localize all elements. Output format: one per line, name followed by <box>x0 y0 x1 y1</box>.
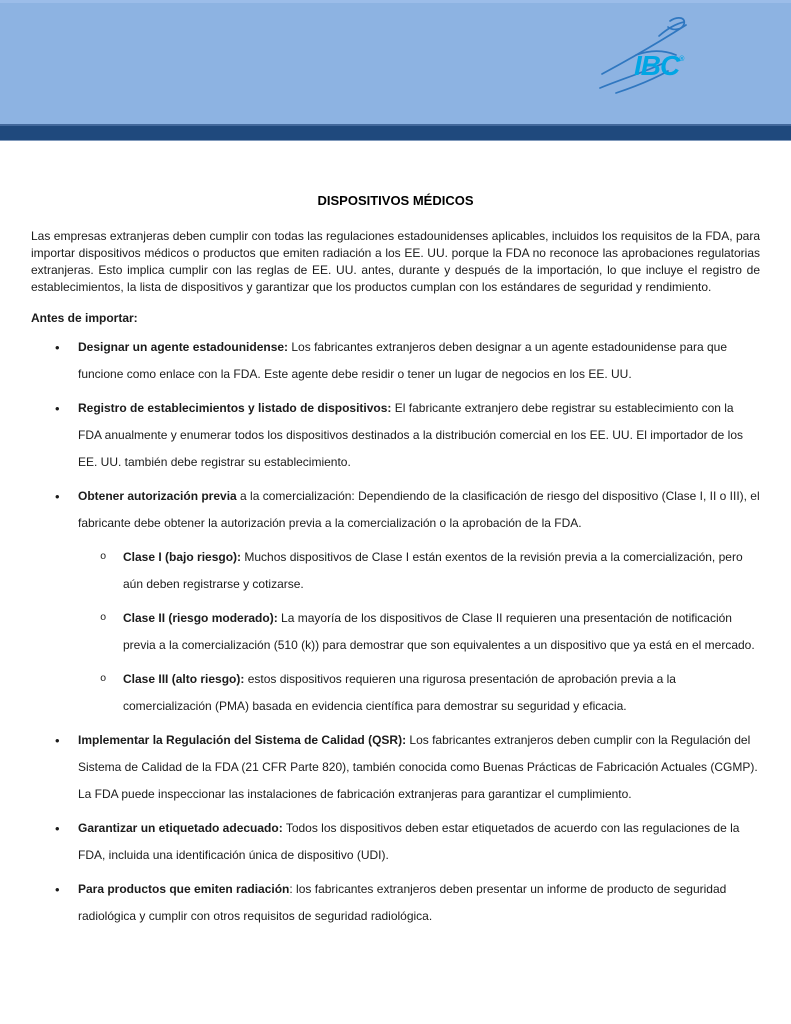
bullet-lead: Clase II (riesgo moderado): <box>123 611 278 625</box>
bullet-item-autorizacion-previa <box>31 483 760 720</box>
bullet-text: Los fabricantes extranjeros deben cumplir con la Regulación del Sistema de Calidad de la FDA (21 CFR Parte 820), también conocida como Buenas Prácticas de Fabricación Actuales (CGMP). La FDA puede inspeccionar las instalaciones de fabricación extranjeras para garantizar el cumplimiento. <box>78 733 758 801</box>
bullet-item-radiacion <box>31 876 760 930</box>
bullet-text: : los fabricantes extranjeros deben presentar un informe de producto de seguridad radiológica y cumplir con otros requisitos de seguridad radiológica. <box>78 882 727 923</box>
bullet-lead: Obtener autorización previa <box>78 489 237 503</box>
bullet-text: estos dispositivos requieren una rigurosa presentación de aprobación previa a la comercialización (PMA) basada en evidencia científica para demostrar su seguridad y eficacia. <box>123 672 676 713</box>
trademark-symbol: ® <box>679 56 685 63</box>
bullet-list <box>31 334 760 930</box>
intro-paragraph: Las empresas extranjeras deben cumplir con todas las regulaciones estadounidenses aplicables, incluidos los requisitos de la FDA, para importar dispositivos médicos o productos que emiten radiación a los EE. UU. porque la FDA no reconoce las aprobaciones regulatorias extranjeras. Esto implica cumplir con las reglas de EE. UU. antes, durante y después de la importación, lo que incluye el registro de establecimientos, la lista de dispositivos y garantizar que los productos cumplan con los estándares de seguridad y rendimiento. <box>31 229 760 294</box>
section-heading: Antes de importar: <box>31 311 138 325</box>
document-body <box>0 193 791 930</box>
bullet-item-designar-agente <box>31 334 760 388</box>
bullet-lead: Designar un agente estadounidense: <box>78 340 289 354</box>
page-title: DISPOSITIVOS MÉDICOS <box>317 193 474 208</box>
bullet-item-qsr <box>31 727 760 808</box>
bullet-text: Los fabricantes extranjeros deben designar a un agente estadounidense para que funcione como enlace con la FDA. Este agente debe residir o tener un lugar de negocios en los EE. UU. <box>78 340 728 381</box>
bullet-item-registro-establecimientos <box>31 395 760 476</box>
ibc-logo <box>596 14 716 106</box>
header-banner <box>0 0 791 124</box>
bullet-text: a la comercialización: Dependiendo de la clasificación de riesgo del dispositivo (Clase I, II o III), el fabricante debe obtener la autorización previa a la comercialización o la aprobación de la FDA. <box>78 489 760 530</box>
bullet-lead: Implementar la Regulación del Sistema de Calidad (QSR): <box>78 733 407 747</box>
navy-divider-rule <box>0 124 791 141</box>
sub-bullet-clase-2 <box>78 605 760 659</box>
bullet-text: La mayoría de los dispositivos de Clase II requieren una presentación de notificación previa a la comercialización (510 (k)) para demostrar que son equivalentes a un dispositivo que ya está en el mercado. <box>123 611 755 652</box>
bullet-text: Todos los dispositivos deben estar etiquetados de acuerdo con las regulaciones de la FDA, incluida una identificación única de dispositivo (UDI). <box>78 821 740 862</box>
sub-bullet-list <box>78 544 760 720</box>
bullet-lead: Registro de establecimientos y listado de dispositivos: <box>78 401 392 415</box>
bullet-lead: Para productos que emiten radiación <box>78 882 290 896</box>
bullet-item-etiquetado <box>31 815 760 869</box>
bullet-text: El fabricante extranjero debe registrar su establecimiento con la FDA anualmente y enumerar todos los dispositivos destinados a la distribución comercial en los EE. UU. El importador de los EE. UU. también debe registrar su establecimiento. <box>78 401 743 469</box>
bullet-lead: Clase I (bajo riesgo): <box>123 550 242 564</box>
ibc-logo-text: IBC® <box>634 50 685 81</box>
sub-bullet-clase-3 <box>78 666 760 720</box>
bullet-lead: Clase III (alto riesgo): <box>123 672 245 686</box>
bullet-lead: Garantizar un etiquetado adecuado: <box>78 821 283 835</box>
banner-top-highlight <box>0 0 791 3</box>
sub-bullet-clase-1 <box>78 544 760 598</box>
bullet-text: Muchos dispositivos de Clase I están exentos de la revisión previa a la comercialización, pero aún deben registrarse y cotizarse. <box>123 550 743 591</box>
